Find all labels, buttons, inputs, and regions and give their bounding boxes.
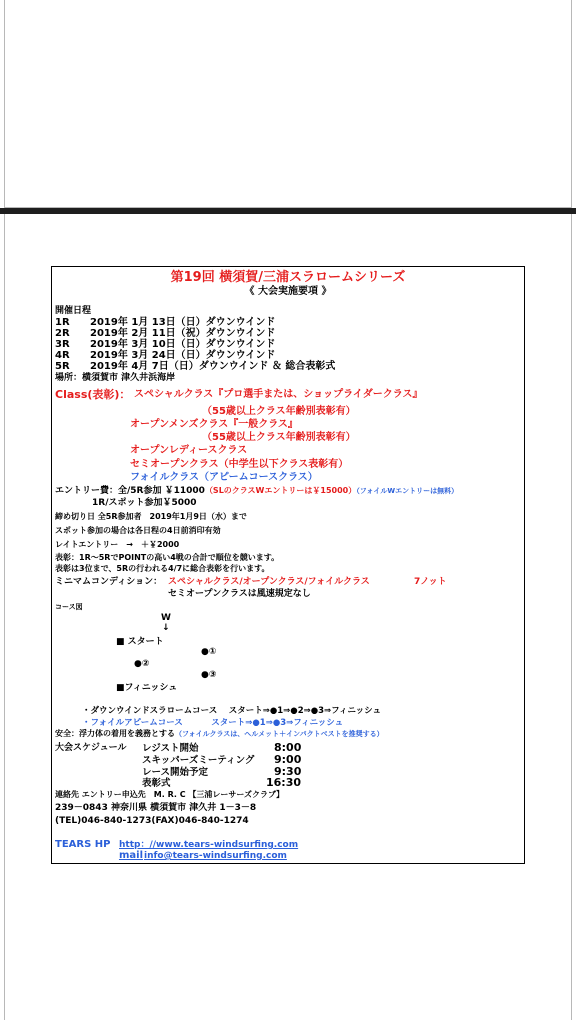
safety-rule xyxy=(55,729,384,739)
round-no: 2R xyxy=(55,328,70,339)
class-item: セミオープンクラス（中学生以下クラス表彰有） xyxy=(130,459,349,470)
course-finish: ■フィニッシュ xyxy=(116,683,178,693)
round-no: 3R xyxy=(55,339,70,350)
award-rule-1: 表彰：1R～5RでPOINTの高い4戦の合計で順位を競います。 xyxy=(55,553,280,562)
mail-label: mail xyxy=(118,850,143,861)
contact-line-3: (TEL)046-840-1273(FAX)046-840-1274 xyxy=(55,816,249,826)
entry-fee xyxy=(55,485,458,497)
contact-line-1: 連絡先 エントリー申込先 M. R. C 【三浦レーサーズクラブ】 xyxy=(55,790,285,799)
event-document xyxy=(51,266,525,864)
round-date: 2019年 3月 24日（日）ダウンウインド xyxy=(90,350,276,361)
entry-fee-double-note: （SLのクラスWエントリーは￥15000） xyxy=(204,486,357,495)
course-desc-downwind: ・ダウンウインドスラロームコース スタート⇒●1⇒●2⇒●3⇒フィニッシュ xyxy=(82,706,381,716)
class-item: オープンレディースクラス xyxy=(130,445,248,456)
deadline: 締め切り日 全5R参加者 2019年1月9日（水）まで xyxy=(55,512,247,521)
contact-line-2: 239－0843 神奈川県 横須賀市 津久井 1－3－8 xyxy=(55,803,257,813)
schedule-label: 開催日程 xyxy=(55,306,92,316)
wind-arrow: ↓ xyxy=(162,623,170,633)
course-mark-3: ●③ xyxy=(201,670,217,680)
spot-note: スポット参加の場合は各日程の4日前消印有効 xyxy=(55,526,221,535)
class-note: （55歳以上クラス年齢別表彰有） xyxy=(202,406,356,417)
course-label: コース図 xyxy=(55,603,83,611)
wind-label: W xyxy=(161,613,171,623)
day-schedule-time: 16:30 xyxy=(266,776,302,789)
safety-note: （フォイルクラスは、ヘルメット＋インパクトベストを推奨する） xyxy=(175,730,384,738)
day-schedule-label: 大会スケジュール xyxy=(55,743,127,753)
entry-fee-foil-note: （フォイルWエントリーは無料） xyxy=(356,487,459,495)
round-date: 2019年 2月 11日（祝）ダウンウインド xyxy=(90,328,276,339)
class-note: （55歳以上クラス年齢別表彰有） xyxy=(202,432,356,443)
class-item: オープンメンズクラス『一般クラス』 xyxy=(130,419,298,430)
round-date: 2019年 3月 10日（日）ダウンウインド xyxy=(90,339,276,350)
min-condition-knots: 7ノット xyxy=(414,577,447,587)
min-condition-classes: スペシャルクラス/オープンクラス/フォイルクラス xyxy=(168,577,370,587)
round-no: 4R xyxy=(55,350,70,361)
safety-text: 安全：浮力体の着用を義務とする xyxy=(55,729,175,738)
round-no: 1R xyxy=(55,317,70,328)
mail-link[interactable]: info@tears-windsurfing.com xyxy=(144,851,287,861)
hp-label: TEARS HP xyxy=(55,839,111,850)
min-condition-label: ミニマムコンディション： xyxy=(55,577,163,587)
course-mark-2: ●② xyxy=(134,659,150,669)
award-rule-2: 表彰は3位まで、5Rの行われる4/7に総合表彰を行います。 xyxy=(55,564,270,573)
day-schedule-name: 表彰式 xyxy=(142,778,171,789)
day-schedule-time: 9:00 xyxy=(274,753,302,766)
round-no: 5R xyxy=(55,361,70,372)
round-date: 2019年 1月 13日（日）ダウンウインド xyxy=(90,317,276,328)
course-desc-foil: ・フォイルアピームコース スタート⇒●1⇒●3⇒フィニッシュ xyxy=(82,718,344,728)
day-schedule-name: レジスト開始 xyxy=(142,743,199,754)
previous-page-panel xyxy=(4,0,572,208)
class-label: Class(表彰)： xyxy=(55,388,131,401)
course-mark-1: ●① xyxy=(201,647,217,657)
course-start: ■ スタート xyxy=(116,637,164,647)
class-item-foil: フォイルクラス（アピームコースクラス） xyxy=(130,472,318,483)
min-condition-semi: セミオープンクラスは風速規定なし xyxy=(168,589,311,599)
round-date: 2019年 4月 7日（日）ダウンウインド ＆ 総合表彰式 xyxy=(90,361,336,372)
hp-link[interactable]: http：//www.tears-windsurfing.com xyxy=(119,840,299,850)
day-schedule-name: レース開始予定 xyxy=(142,767,209,778)
late-entry: レイトエントリー → ＋￥2000 xyxy=(55,540,180,549)
day-schedule-time: 9:30 xyxy=(274,765,302,778)
document-title: 第19回 横須賀/三浦スラロームシリーズ xyxy=(170,270,406,285)
entry-fee-main: エントリー費：全/5R参加 ￥11000 xyxy=(55,486,205,496)
day-schedule-time: 8:00 xyxy=(274,741,302,754)
spot-fee: 1R/スポット参加￥5000 xyxy=(92,498,197,508)
venue: 場所：横須賀市 津久井浜海岸 xyxy=(55,373,176,383)
class-item: スペシャルクラス『プロ選手または、ショップライダークラス』 xyxy=(134,389,423,400)
day-schedule-name: スキッパーズミーティング xyxy=(142,755,255,766)
document-subtitle: 《 大会実施要項 》 xyxy=(244,286,332,297)
